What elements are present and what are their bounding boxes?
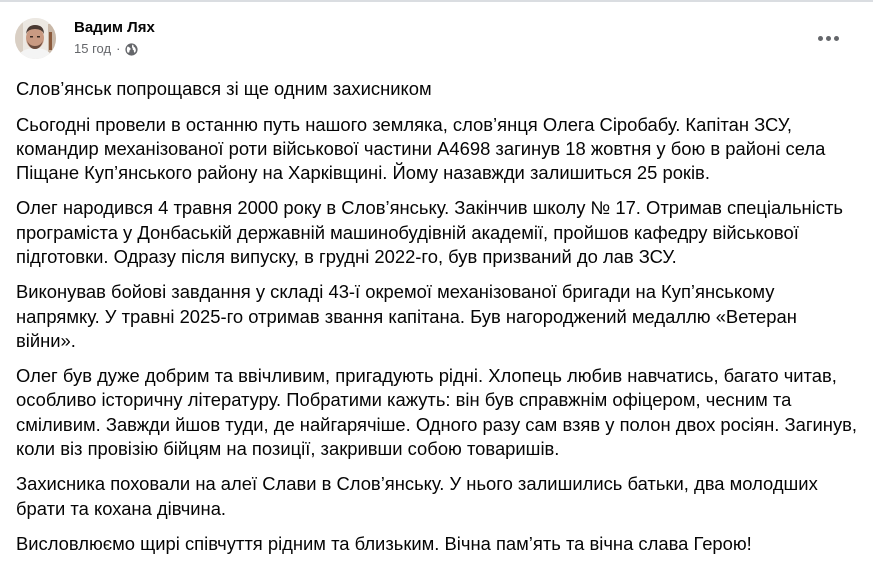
top-divider [0, 0, 873, 2]
post-paragraph: Олег народився 4 травня 2000 року в Слов’янську. Закінчив школу № 17. Отримав спеціальність програміста у Донбаській державній машинобудівній академії, пройшов кафедру військової підготовки. Одразу після випуску, в грудні 2022-го, був призваний до лав ЗСУ. [16, 197, 843, 267]
header-text [74, 18, 155, 58]
post-paragraph: Сьогодні провели в останню путь нашого земляка, слов’янця Олега Сіробабу. Капітан ЗСУ, командир механізованої роти військової частини А4698 загинув 18 жовтня у бою в районі села Піщане Куп’янського району на Харківщині. Йому назавжди залишиться 25 років. [16, 113, 826, 183]
post-paragraph: Олег був дуже добрим та ввічливим, пригадують рідні. Хлопець любив навчатись, багато читав, особливо історичну літературу. Побратими кажуть: він був справжнім офіцером, чесним та сміливим. Завжди йшов туди, де найгарячіше. Одного разу сам взяв у полон двох росіян. Загинув, коли віз провізію бійцям на позиції, закривши собою товаришів. [16, 365, 858, 459]
more-options-button[interactable] [810, 24, 846, 52]
profile-photo-icon [15, 18, 56, 59]
post-body [16, 77, 861, 568]
author-name[interactable]: Вадим Лях [74, 19, 155, 36]
post-paragraph: Захисника поховали на алеї Слави в Слов’янську. У нього залишились батьки, два молодших брати та кохана дівчина. [16, 473, 818, 519]
post-timestamp[interactable]: 15 год [74, 41, 112, 56]
globe-icon[interactable] [125, 43, 138, 56]
more-horizontal-icon [818, 36, 839, 41]
author-avatar[interactable] [15, 18, 56, 59]
post-paragraph-title: Слов’янськ попрощався зі ще одним захисником [16, 78, 432, 99]
post-paragraph: Виконував бойові завдання у складі 43-ї окремої механізованої бригади на Куп’янському напрямку. У травні 2025-го отримав звання капітана. Був нагороджений медаллю «Ветеран війни». [16, 281, 797, 351]
post-meta [74, 40, 155, 58]
post-header [15, 16, 858, 60]
post-paragraph: Висловлюємо щирі співчуття рідним та близьким. Вічна пам’ять та вічна слава Герою! [16, 533, 752, 555]
meta-separator: · [116, 41, 121, 56]
